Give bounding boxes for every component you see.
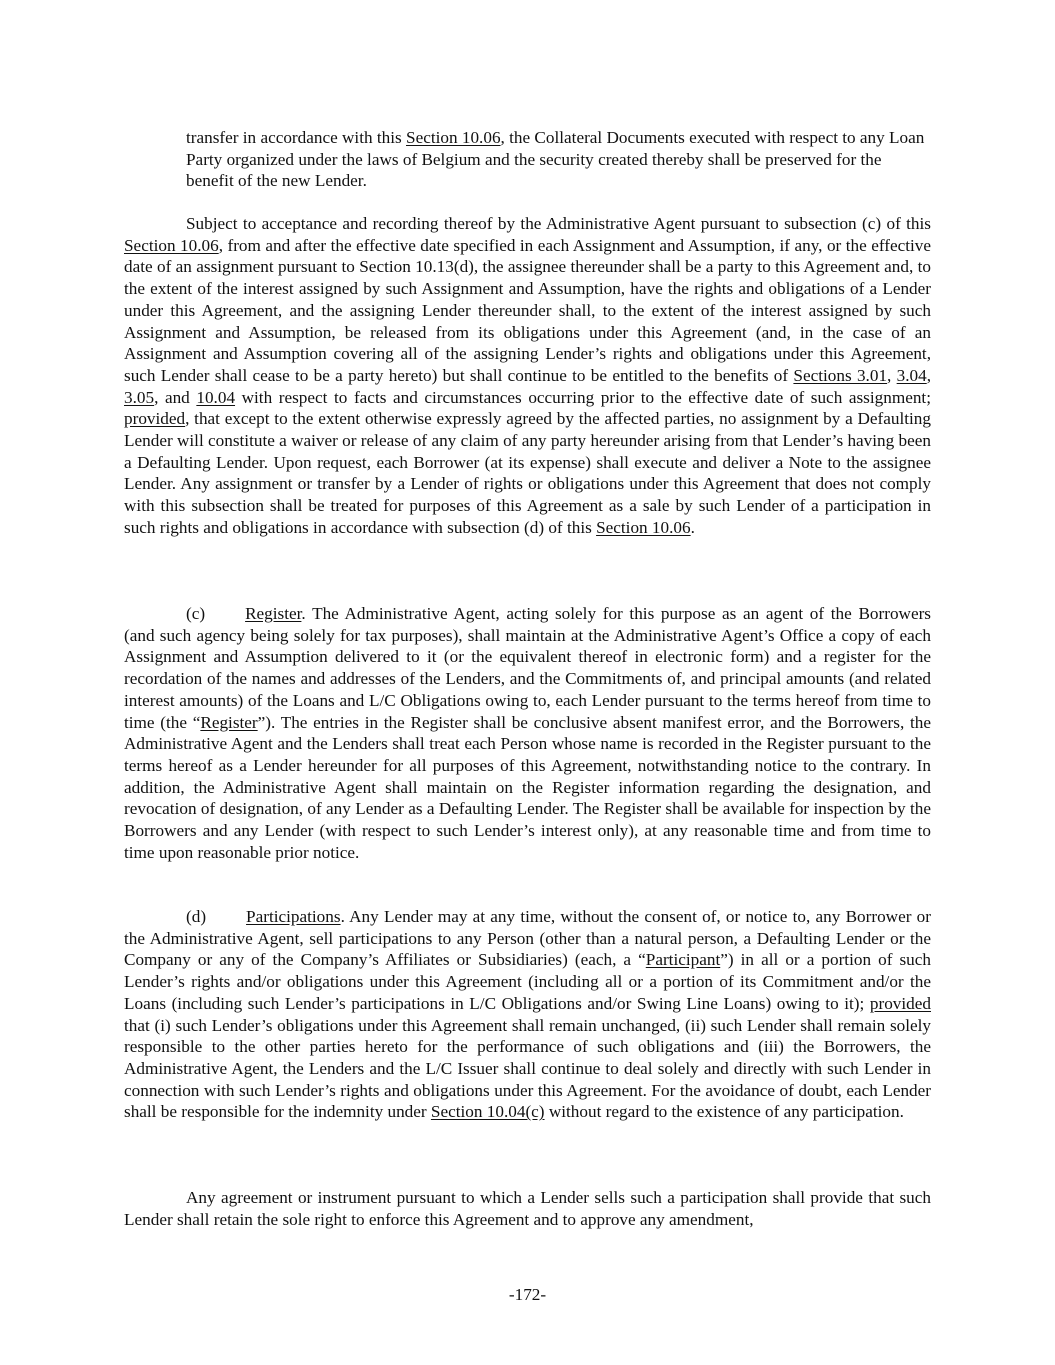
text: Any agreement or instrument pursuant to which a Lender sells such a participation shall provide that such Lender shall retain the sole right to enforce this Agreement and to approve any amendment,: [124, 1188, 931, 1229]
text: .: [690, 517, 695, 537]
page-number: -172-: [508, 1285, 547, 1304]
subsection-marker: (d): [186, 907, 207, 926]
text: . Any Lender may at any time, without the consent of, or notice to, any Borrower or the Administrative Agent, sell participations to any Person (other than a natural person, a Defaulting Lender or the Company or any of the Company’s Affiliates or Subsidiaries) (each, a “: [124, 907, 931, 970]
text: , and: [154, 387, 197, 407]
paragraph-register: [124, 603, 931, 863]
text: that (i) such Lender’s obligations under this Agreement shall remain unchanged, (ii) such Lender shall remain solely responsible to the other parties hereto for the performance of such obligations and (iii) the Borrowers, the Administrative Agent, the Lenders and the L/C Issuer shall continue to deal solely and directly with such Lender in connection with such Lender’s rights and obligations under this Agreement. For the avoidance of doubt, each Lender shall be responsible for the indemnity under: [124, 1015, 931, 1122]
section-reference: Section 10.06: [124, 235, 219, 255]
text: with respect to facts and circumstances occurring prior to the effective date of such assignment;: [235, 387, 931, 407]
text: ”). The entries in the Register shall be conclusive absent manifest error, and the Borrowers, the Administrative Agent and the Lenders shall treat each Person whose name is recorded in the Register pursuant to the terms hereof as a Lender hereunder for all purposes of this Agreement, notwithstanding notice to the contrary. In addition, the Administrative Agent shall maintain on the Register information regarding the designation, and revocation of designation, of any Lender as a Defaulting Lender. The Register shall be available for inspection by the Borrowers and any Lender (with respect to such Lender’s interest only), at any reasonable time and from time to time upon reasonable prior notice.: [124, 712, 931, 862]
subsection-heading: Participations: [246, 907, 341, 926]
text: , from and after the effective date specified in each Assignment and Assumption, if any, or the effective date of an assignment pursuant to Section 10.13(d), the assignee thereunder shall be a party to this Agreement and, to the extent of the interest assigned by such Assignment and Assumption, have the rights and obligations of a Lender under this Agreement, and the assigning Lender thereunder shall, to the extent of the interest assigned by such Assignment and Assumption, be released from its obligations under this Agreement (and, in the case of an Assignment and Assumption covering all of the assigning Lender’s rights and obligations under this Agreement, such Lender shall cease to be a party hereto) but shall continue to be entitled to the benefits of: [124, 235, 931, 385]
text: ,: [926, 365, 932, 385]
section-reference: Section 10.06: [596, 517, 691, 537]
text: . The Administrative Agent, acting solely for this purpose as an agent of the Borrowers (and such agency being solely for tax purposes), shall maintain at the Administrative Agent’s Office a copy of each Assignment and Assumption delivered to it (or the equivalent thereof in electronic form) and a register for the recordation of the names and addresses of the Lenders, and the Commitments of, and principal amounts (and related interest amounts) of the Loans and L/C Obligations owing to, each Lender pursuant to the terms hereof from time to time (the “: [124, 604, 931, 732]
text: Subject to acceptance and recording thereof by the Administrative Agent pursuant to subsection (c) of this: [186, 214, 931, 233]
paragraph-transfer-continuation: [186, 127, 931, 192]
section-reference: 3.04: [896, 365, 927, 385]
text: ”) in all or a portion of such Lender’s rights and/or obligations under this Agreement (including all or a portion of its Commitment and/or the Loans (including such Lender’s participations in L/C Obligations and/or Swing Line Loans) owing to it);: [124, 950, 931, 1013]
proviso-term: provided: [869, 993, 931, 1013]
paragraph-participation-agreement: [124, 1187, 931, 1230]
text: , that except to the extent otherwise expressly agreed by the affected parties, no assignment by a Defaulting Lender will constitute a waiver or release of any claim of any party hereunder arising from that Lender’s having been a Defaulting Lender. Upon request, each Borrower (at its expense) shall execute and deliver a Note to the assignee Lender. Any assignment or transfer by a Lender of rights or obligations under this Agreement that does not comply with this subsection shall be treated for purposes of this Agreement as a sale by such Lender of a participation in such rights and obligations in accordance with subsection (d) of this: [124, 409, 931, 537]
paragraph-acceptance-recording: [124, 213, 931, 539]
section-reference: Sections 3.01: [793, 365, 888, 385]
subsection-heading: Register: [245, 604, 302, 623]
text: transfer in accordance with this: [186, 128, 407, 147]
subsection-marker: (c): [186, 604, 206, 623]
text: without regard to the existence of any participation.: [544, 1102, 904, 1122]
section-reference: Section 10.06: [406, 128, 501, 147]
text: ,: [887, 365, 897, 385]
proviso-term: provided: [124, 409, 186, 429]
section-reference: 3.05: [124, 387, 155, 407]
section-reference: 10.04: [196, 387, 236, 407]
paragraph-participations: [124, 906, 931, 1123]
defined-term: Register: [200, 712, 258, 732]
defined-term: Participant: [645, 950, 721, 970]
section-reference: Section 10.04(c): [430, 1102, 545, 1122]
text: , the Collateral Documents executed with respect to any Loan Party organized under the laws of Belgium and the security created thereby shall be preserved for the benefit of the new Lender.: [186, 128, 925, 191]
